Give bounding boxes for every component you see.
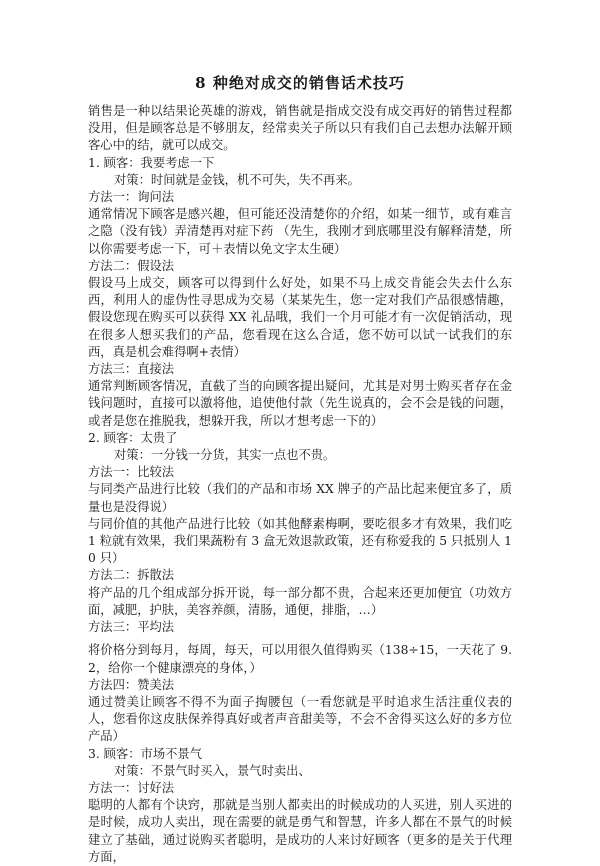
paragraph: 将价格分到每月，每周，每天，可以用很久值得购买（138÷15，一天花了 9.2，给你一个健康漂亮的身体，） <box>88 643 512 675</box>
paragraph: 与同价值的其他产品进行比较（如其他酵素梅啊，要吃很多才有效果，我们吃 1 粒就有效果，我们果蔬粉有 3 盒无效退款政策，还有称爱我的 5 只抵别人 10 只） <box>88 516 512 566</box>
document-title: 8 种绝对成交的销售话术技巧 <box>195 74 405 92</box>
paragraph: 方法三：平均法 <box>88 620 175 635</box>
paragraph: 通常情况下顾客是感兴趣，但可能还没清楚你的介绍，如某一细节，或有难言之隐（没有钱）弄清楚再对症下药 （先生，我刚才到底哪里没有解释清楚，所以你需要考虑一下，可＋表情以免文字太生硬） <box>88 207 512 256</box>
paragraph: 方法一：询问法 <box>88 190 175 205</box>
paragraph: 销售是一种以结果论英雄的游戏，销售就是指成交没有成交再好的销售过程都没用，但是顾客总是不够朋友，经常卖关子所以只有我们自己去想办法解开顾客心中的结，就可以成交。 <box>88 104 512 153</box>
paragraph: 方法四：赞美法 <box>88 677 175 692</box>
paragraph: 3. 顾客：市场不景气 <box>88 746 203 761</box>
paragraph: 对策：一分钱一分货，其实一点也不贵。 <box>114 448 336 463</box>
paragraph: 对策：不景气时买入，景气时卖出、 <box>114 763 311 778</box>
paragraph: 通常判断顾客情况，直截了当的向顾客提出疑问，尤其是对男士购买者存在金钱问题时，直接可以激将他，追使他付款（先生说真的，会不会是钱的问题，或者是您在推脱我，想躲开我，所以才想考虑一下的） <box>88 379 512 428</box>
paragraph: 方法一：讨好法 <box>88 780 175 795</box>
paragraph: 2. 顾客：太贵了 <box>88 430 178 445</box>
paragraph: 方法二：假设法 <box>88 258 175 273</box>
paragraph: 对策：时间就是金钱，机不可失，失不再来。 <box>114 172 360 187</box>
paragraph: 聪明的人都有个诀窍，那就是当别人都卖出的时候成功的人买进，别人买进的是时候，成功人卖出，现在需要的就是勇气和智慧，许多人都在不景气的时候建立了基础，通过说购买者聪明，是成功的人来讨好顾客（更多的是关于代理方面， <box>88 798 512 864</box>
paragraph: 方法二：拆散法 <box>88 568 175 583</box>
paragraph: 与同类产品进行比较（我们的产品和市场 XX 牌子的产品比起来便宜多了，质量也是没得说） <box>88 482 512 514</box>
paragraph: 通过赞美让顾客不得不为面子掏腰包（一看您就是平时追求生活注重仪表的人，您看你这皮肤保养得真好或者声音甜美等，不会不舍得买这么好的多方位产品） <box>88 694 512 744</box>
paragraph: 将产品的几个组成部分拆开说，每一部分都不贵，合起来还更加便宜（功效方面，减肥，护肤，美容养颜，清肠，通便，排脂，…） <box>88 585 512 617</box>
paragraph: 方法一：比较法 <box>88 465 175 480</box>
document-body <box>88 103 512 866</box>
paragraph: 假设马上成交，顾客可以得到什么好处，如果不马上成交肯能会失去什么东西，利用人的虚伪性寻思成为交易（某某先生，您一定对我们产品很感情趣，假设您现在购买可以获得 XX 礼品哦，我们一个月可能才有一次促销活动，现在很多人想买我们的产品，您看现在这么合适，您不妨可以试一试我们的东西，真是机会难得啊+表情） <box>88 276 512 359</box>
paragraph: 方法三：直接法 <box>88 362 175 377</box>
paragraph: 1. 顾客：我要考虑一下 <box>88 155 215 170</box>
